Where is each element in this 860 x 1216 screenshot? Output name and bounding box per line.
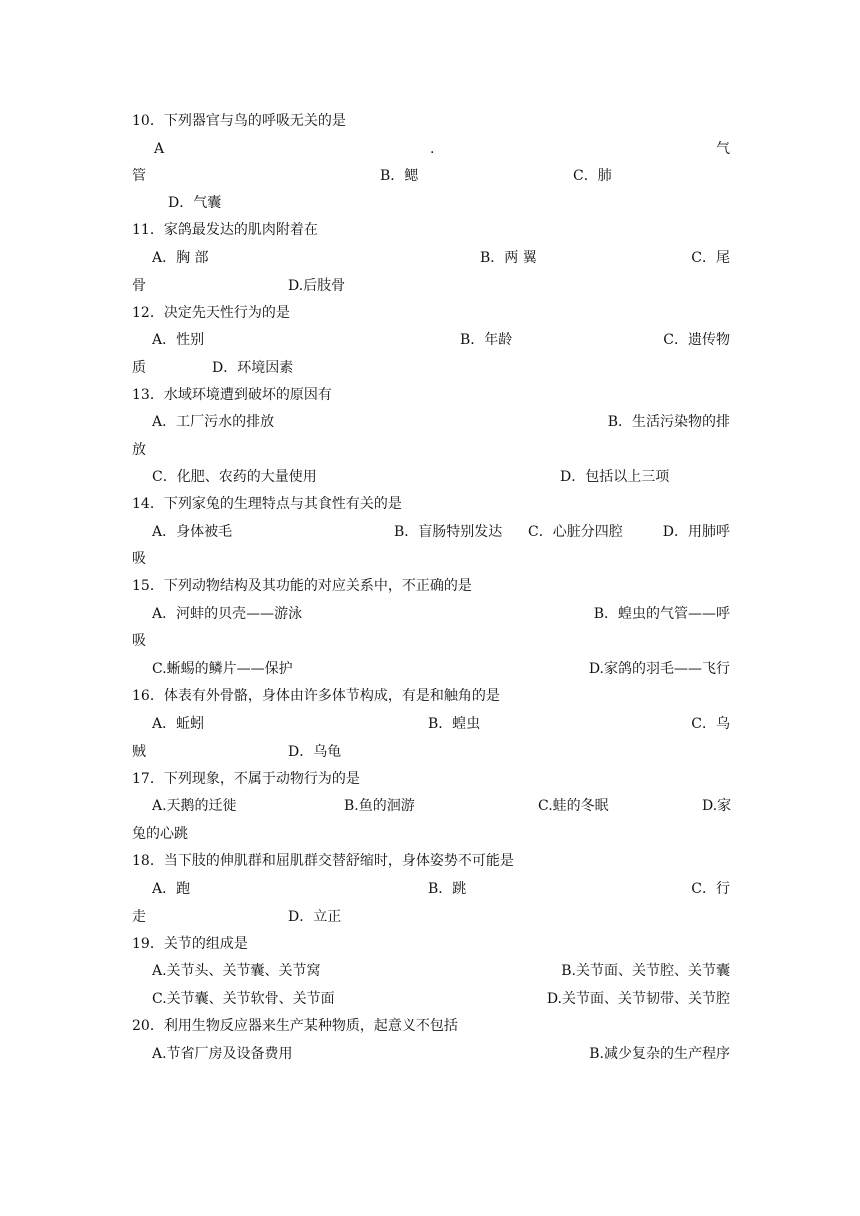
option-d: D．乌龟 <box>288 744 342 760</box>
option-c-part-2: 骨 <box>132 278 146 294</box>
question-11-options-line-1 <box>132 248 730 268</box>
option-c: C．心脏分四腔 <box>528 524 623 540</box>
option-a: A．蚯蚓 <box>152 716 205 732</box>
question-18-options-line-2 <box>132 907 730 927</box>
option-c-part-1: C．遗传物 <box>663 332 730 348</box>
question-text: 19．关节的组成是 <box>132 936 248 952</box>
question-14 <box>132 494 730 514</box>
option-a: A．河蚌的贝壳——游泳 <box>152 606 303 622</box>
question-10-options-line-3 <box>132 193 730 213</box>
question-12 <box>132 303 730 323</box>
option-c-part-2: 贼 <box>132 744 146 760</box>
option-b: B．年龄 <box>460 332 513 348</box>
question-15-options-line-3 <box>132 659 730 679</box>
question-17 <box>132 769 730 789</box>
question-15-options-line-2 <box>132 631 730 651</box>
option-b-part-2: 吸 <box>132 633 146 649</box>
question-14-options-line-1 <box>132 522 730 542</box>
question-20 <box>132 1016 730 1036</box>
question-20-options-line-1 <box>132 1044 730 1064</box>
question-18 <box>132 851 730 871</box>
option-a: A．跑 <box>152 881 191 897</box>
question-13-options-line-1 <box>132 412 730 432</box>
option-c-part-2: 走 <box>132 909 146 925</box>
option-b: B．蝗虫 <box>428 716 481 732</box>
question-16 <box>132 686 730 706</box>
question-text: 15．下列动物结构及其功能的对应关系中，不正确的是 <box>132 578 472 594</box>
question-10-options-line-2 <box>132 166 730 186</box>
option-a: A．工厂污水的排放 <box>152 414 275 430</box>
option-a: A.节省厂房及设备费用 <box>152 1046 293 1062</box>
question-19 <box>132 934 730 954</box>
question-text: 16．体表有外骨骼，身体由许多体节构成，有是和触角的是 <box>132 688 500 704</box>
option-b: B.减少复杂的生产程序 <box>589 1046 730 1062</box>
question-text: 14．下列家兔的生理特点与其食性有关的是 <box>132 496 402 512</box>
option-d: D.关节面、关节韧带、关节腔 <box>546 991 730 1007</box>
option-d: D．气囊 <box>168 195 222 211</box>
option-c-part-1: C．尾 <box>691 250 730 266</box>
question-19-options-line-2 <box>132 989 730 1009</box>
question-12-options-line-2 <box>132 358 730 378</box>
question-text: 13．水域环境遭到破坏的原因有 <box>132 387 332 403</box>
option-c: C.蜥蜴的鳞片——保护 <box>152 661 293 677</box>
option-a-text-part-2: 管 <box>132 168 146 184</box>
question-17-options-line-1 <box>132 796 730 816</box>
option-b: B．两 翼 <box>480 250 537 266</box>
option-d-part-1: D．用肺呼 <box>662 524 730 540</box>
option-a: A.天鹅的迁徙 <box>152 798 237 814</box>
question-14-options-line-2 <box>132 549 730 569</box>
option-a-dot: . <box>430 141 435 157</box>
question-12-options-line-1 <box>132 330 730 350</box>
question-16-options-line-1 <box>132 714 730 734</box>
question-15 <box>132 576 730 596</box>
option-d: D.后肢骨 <box>288 278 346 294</box>
option-d: D．环境因素 <box>212 360 294 376</box>
option-c: C．化肥、农药的大量使用 <box>152 469 317 485</box>
option-c-part-1: C．乌 <box>691 716 730 732</box>
option-b-part-1: B．生活污染物的排 <box>607 414 730 430</box>
option-d: D．立正 <box>288 909 342 925</box>
question-11 <box>132 220 730 240</box>
option-d-part-2: 兔的心跳 <box>132 826 188 842</box>
option-d-part-1: D.家 <box>702 798 732 814</box>
question-18-options-line-1 <box>132 879 730 899</box>
question-13 <box>132 385 730 405</box>
question-text: 11．家鸽最发达的肌肉附着在 <box>132 222 318 238</box>
option-c: C.关节囊、关节软骨、关节面 <box>152 991 335 1007</box>
option-b: B.关节面、关节腔、关节囊 <box>561 963 730 979</box>
option-b-part-1: B．蝗虫的气管——呼 <box>593 606 730 622</box>
option-b: B.鱼的洄游 <box>344 798 415 814</box>
question-text: 17．下列现象，不属于动物行为的是 <box>132 771 360 787</box>
question-text: 18．当下肢的伸肌群和屈肌群交替舒缩时，身体姿势不可能是 <box>132 853 514 869</box>
question-text: 20．利用生物反应器来生产某种物质，起意义不包括 <box>132 1018 458 1034</box>
question-11-options-line-2 <box>132 276 730 296</box>
option-a: A．性别 <box>152 332 205 348</box>
question-text: 10．下列器官与鸟的呼吸无关的是 <box>132 113 346 129</box>
question-16-options-line-2 <box>132 742 730 762</box>
option-b: B．盲肠特别发达 <box>394 524 503 540</box>
option-a: A．身体被毛 <box>152 524 233 540</box>
question-10 <box>132 111 730 131</box>
option-c-part-1: C．行 <box>691 881 730 897</box>
option-c-part-2: 质 <box>132 360 146 376</box>
option-b: B．鳃 <box>380 168 419 184</box>
option-b: B．跳 <box>428 881 467 897</box>
question-10-options-line-1 <box>132 139 730 159</box>
option-d: D.家鸽的羽毛——飞行 <box>588 661 730 677</box>
option-b-part-2: 放 <box>132 442 146 458</box>
question-17-options-line-2 <box>132 824 730 844</box>
question-13-options-line-2 <box>132 440 730 460</box>
option-a-label: A <box>154 141 165 157</box>
option-a: A．胸 部 <box>152 250 209 266</box>
question-text: 12．决定先天性行为的是 <box>132 305 290 321</box>
option-d-part-2: 吸 <box>132 551 146 567</box>
option-d: D．包括以上三项 <box>560 469 670 485</box>
question-15-options-line-1 <box>132 604 730 624</box>
option-a-text-part-1: 气 <box>716 141 730 157</box>
question-13-options-line-3 <box>132 467 730 487</box>
question-19-options-line-1 <box>132 961 730 981</box>
option-c: C.蛙的冬眠 <box>538 798 609 814</box>
option-a: A.关节头、关节囊、关节窝 <box>152 963 321 979</box>
option-c: C．肺 <box>573 168 612 184</box>
